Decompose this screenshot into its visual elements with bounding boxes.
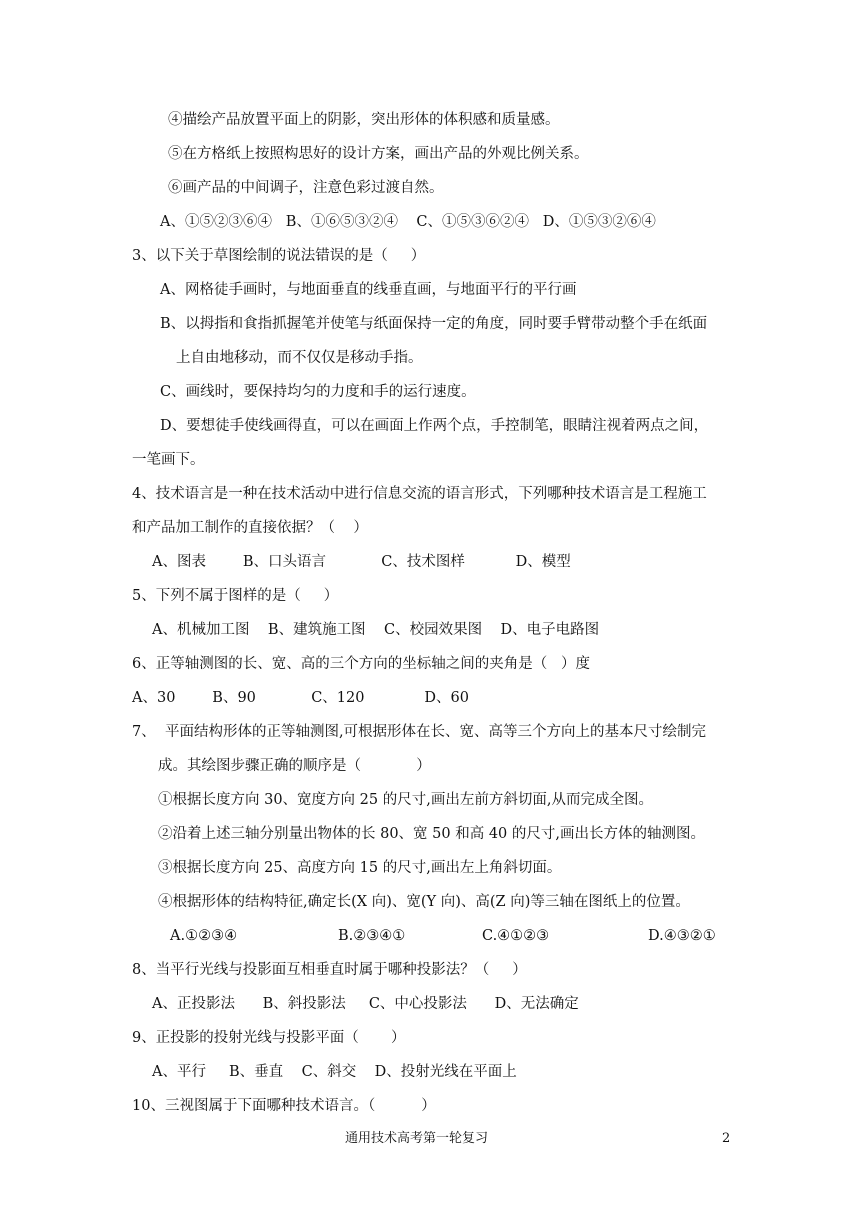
- text-line: A、平行 B、垂直 C、斜交 D、投射光线在平面上: [152, 1064, 517, 1080]
- text-line: ④根据形体的结构特征,确定长(X 向)、宽(Y 向)、高(Z 向)等三轴在图纸上的位置。: [158, 894, 690, 910]
- text-line: ③根据长度方向 25、高度方向 15 的尺寸,画出左上角斜切面。: [158, 860, 562, 876]
- text-line: A、机械加工图 B、建筑施工图 C、校园效果图 D、电子电路图: [152, 622, 600, 638]
- question-9: 9、正投影的投射光线与投影平面（ ）: [132, 1030, 406, 1046]
- text-line: A、图表 B、口头语言 C、技术图样 D、模型: [152, 554, 571, 570]
- question-10: 10、三视图属于下面哪种技术语言。（ ）: [132, 1098, 436, 1114]
- text-line: ⑤在方格纸上按照构思好的设计方案，画出产品的外观比例关系。: [168, 146, 589, 162]
- text-line: C、画线时，要保持均匀的力度和手的运行速度。: [160, 384, 476, 400]
- page-number: 2: [722, 1131, 731, 1146]
- text-line: A、正投影法 B、斜投影法 C、中心投影法 D、无法确定: [152, 996, 579, 1012]
- q7-option-d: D.④③②①: [648, 928, 716, 944]
- question-4: 4、技术语言是一种在技术活动中进行信息交流的语言形式，下列哪种技术语言是工程施工: [132, 486, 707, 502]
- question-3: 3、以下关于草图绘制的说法错误的是（ ）: [132, 248, 426, 264]
- text-line: A、①⑤②③⑥④ B、①⑥⑤③②④ C、①⑤③⑥②④ D、①⑤③②⑥④: [160, 214, 656, 230]
- text-line: 上自由地移动，而不仅仅是移动手指。: [176, 350, 423, 366]
- q7-option-c: C.④①②③: [482, 928, 550, 944]
- q7-option-a: A.①②③④: [170, 928, 238, 944]
- text-line: ①根据长度方向 30、宽度方向 25 的尺寸,画出左前方斜切面,从而完成全图。: [158, 792, 653, 808]
- q7-option-b: B.②③④①: [338, 928, 406, 944]
- question-7: 7、 平面结构形体的正等轴测图,可根据形体在长、宽、高等三个方向上的基本尺寸绘制完: [132, 724, 707, 740]
- text-line: 和产品加工制作的直接依据？（ ）: [132, 520, 368, 536]
- text-line: 成。其绘图步骤正确的顺序是（ ）: [158, 758, 431, 774]
- question-5: 5、下列不属于图样的是（ ）: [132, 588, 339, 604]
- text-line: ④描绘产品放置平面上的阴影，突出形体的体积感和质量感。: [168, 112, 560, 128]
- text-line: B、以拇指和食指抓握笔并使笔与纸面保持一定的角度，同时要手臂带动整个手在纸面: [160, 316, 708, 332]
- question-6: 6、正等轴测图的长、宽、高的三个方向的坐标轴之间的夹角是（ ）度: [132, 656, 591, 672]
- text-line: ②沿着上述三轴分别量出物体的长 80、宽 50 和高 40 的尺寸,画出长方体的轴测图。: [158, 826, 706, 842]
- text-line: A、网格徒手画时，与地面垂直的线垂直画，与地面平行的平行画: [160, 282, 577, 298]
- text-line: D、要想徒手使线画得直，可以在画面上作两个点，手控制笔，眼睛注视着两点之间，: [160, 418, 709, 434]
- text-line: A、30 B、90 C、120 D、60: [132, 690, 469, 706]
- text-line: ⑥画产品的中间调子，注意色彩过渡自然。: [168, 180, 444, 196]
- footer-title: 通用技术高考第一轮复习: [345, 1131, 489, 1146]
- text-line: 一笔画下。: [132, 452, 205, 468]
- question-8: 8、当平行光线与投影面互相垂直时属于哪种投影法？（ ）: [132, 962, 527, 978]
